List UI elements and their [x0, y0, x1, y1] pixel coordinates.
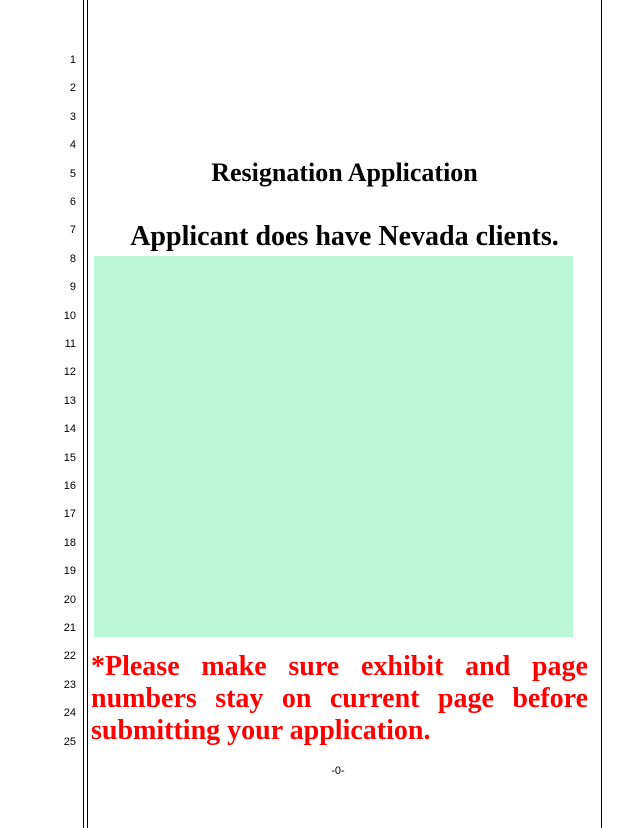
line-number: 14 — [63, 423, 76, 436]
line-number: 10 — [63, 309, 76, 322]
line-number: 11 — [64, 338, 76, 350]
line-number: 24 — [63, 707, 76, 720]
exhibit-placeholder-box — [94, 256, 573, 637]
line-number: 16 — [63, 480, 76, 492]
page-subtitle: Applicant does have Nevada clients. — [130, 221, 559, 252]
line-number: 13 — [63, 394, 76, 407]
line-number: 12 — [63, 366, 76, 379]
page-number: -0- — [331, 765, 345, 777]
line-number: 7 — [69, 224, 76, 237]
line-number: 6 — [69, 196, 76, 208]
line-number: 25 — [63, 735, 76, 748]
line-number: 20 — [63, 593, 76, 606]
line-number: 22 — [63, 650, 76, 663]
line-number: 23 — [63, 678, 76, 691]
line-number: 2 — [69, 82, 76, 95]
line-number: 18 — [63, 536, 76, 549]
right-margin-rule — [601, 0, 602, 828]
line-number: 4 — [69, 139, 76, 152]
line-number: 5 — [69, 167, 76, 180]
line-number: 17 — [63, 508, 76, 521]
line-number: 3 — [69, 110, 76, 123]
line-number: 21 — [63, 622, 76, 634]
left-margin-rule-inner — [87, 0, 88, 828]
notice-text: *Please make sure exhibit and page numbers stay on current page before submitting your application. — [91, 651, 588, 746]
line-number: 9 — [69, 281, 76, 294]
line-number: 1 — [69, 54, 76, 66]
page-title: Resignation Application — [211, 158, 478, 187]
line-number: 8 — [69, 252, 76, 265]
left-margin-rule-outer — [83, 0, 84, 828]
line-number: 19 — [63, 565, 76, 578]
line-number: 15 — [63, 451, 76, 464]
